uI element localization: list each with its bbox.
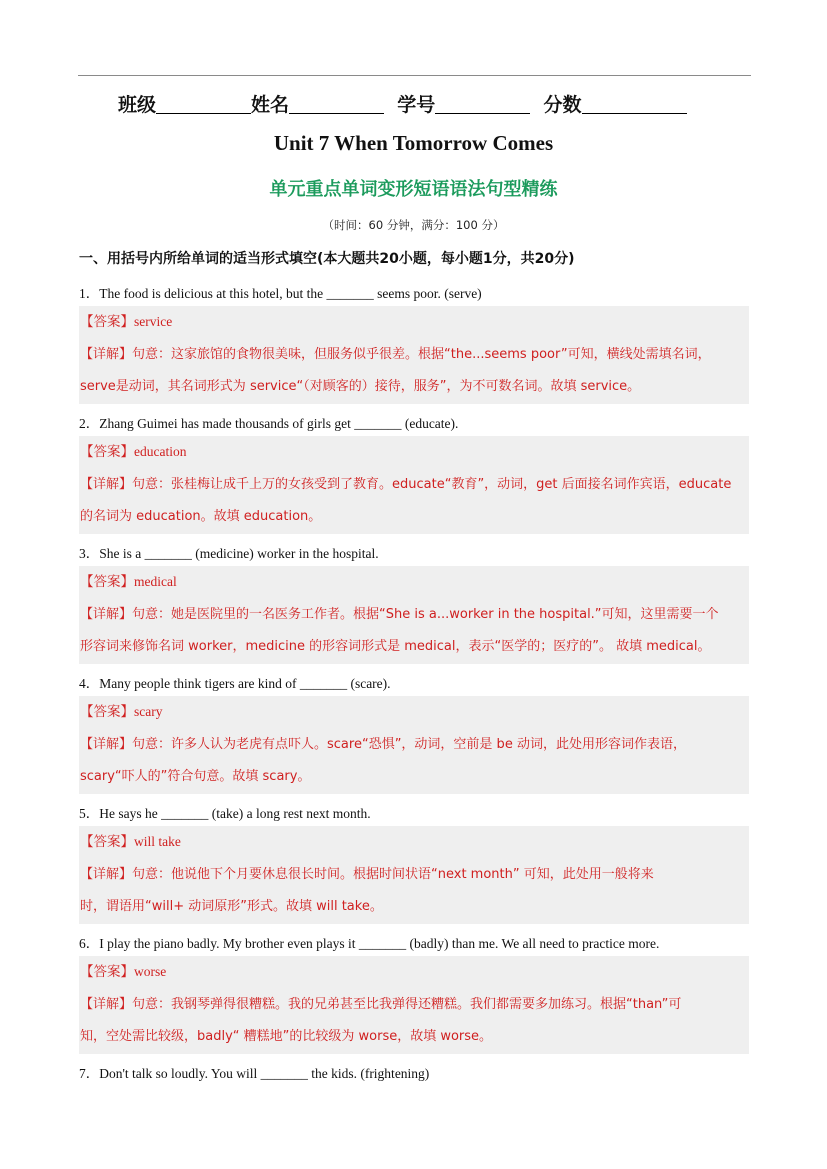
question-3: 3．She is a _______ (medicine) worker in the hospital. (79, 546, 379, 561)
detail-text: 句意：我钢琴弹得很糟糕。我的兄弟甚至比我弹得还糟糕。我们都需要多加练习。根据“than”可 (132, 996, 682, 1012)
answer-value: education (134, 444, 187, 459)
detail-tag: 【详解】 (80, 736, 133, 752)
answer-box-5 (79, 826, 749, 924)
detail-text: 句意：这家旅馆的食物很美味，但服务似乎很差。根据“the...seems poor”可知，横线处需填名词， (132, 346, 711, 362)
detail-tag: 【详解】 (80, 606, 133, 622)
question-5: 5．He says he _______ (take) a long rest next month. (79, 806, 371, 821)
answer-box-4 (79, 696, 749, 794)
answer-value: service (134, 314, 173, 329)
answer-line-2 (79, 436, 749, 469)
detail-tag: 【详解】 (80, 346, 133, 362)
detail-line (79, 371, 749, 404)
question-7: 7．Don't talk so loudly. You will _______ the kids. (frightening) (79, 1066, 430, 1081)
answer-value: medical (134, 574, 177, 589)
detail-line (79, 339, 749, 372)
score-blank[interactable] (582, 112, 687, 114)
page-title: Unit 7 When Tomorrow Comes (273, 131, 554, 155)
answer-value: worse (134, 964, 167, 979)
answer-tag: 【答案】 (80, 964, 134, 980)
student-info-line (118, 90, 718, 117)
answer-line-6 (79, 956, 749, 989)
answer-tag: 【答案】 (80, 444, 134, 460)
detail-tag: 【详解】 (80, 996, 133, 1012)
question-6: 6．I play the piano badly. My brother even plays it _______ (badly) than me. We all need to practice more. (79, 936, 660, 951)
detail-line (79, 891, 749, 924)
question-2: 2．Zhang Guimei has made thousands of girls get _______ (educate). (79, 416, 459, 431)
detail-text: 形容词来修饰名词 worker，medicine 的形容词形式是 medical，表示“医学的；医疗的”。 故填 medical。 (80, 639, 711, 654)
detail-text: 句意：他说他下个月要休息很长时间。根据时间状语“next month” 可知，此处用一般将来 (132, 866, 654, 882)
detail-tag: 【详解】 (80, 476, 133, 492)
detail-line (79, 729, 749, 762)
detail-line (79, 631, 749, 664)
answer-line-4 (79, 696, 749, 729)
detail-text: 知，空处需比较级，badly“ 糟糕地”的比较级为 worse，故填 worse。 (80, 1029, 493, 1044)
time-note: （时间：60 分钟，满分：100 分） (322, 218, 505, 232)
detail-line (79, 469, 749, 502)
class-blank[interactable] (156, 112, 251, 114)
answer-line-1 (79, 306, 749, 339)
answer-tag: 【答案】 (80, 574, 134, 590)
answer-tag: 【答案】 (80, 704, 134, 720)
detail-line (79, 761, 749, 794)
header-rule (78, 75, 751, 76)
answer-line-5 (79, 826, 749, 859)
answer-box-6 (79, 956, 749, 1054)
detail-line (79, 859, 749, 892)
answer-box-1 (79, 306, 749, 404)
id-blank[interactable] (435, 112, 530, 114)
detail-text: scary“吓人的”符合句意。故填 scary。 (80, 769, 311, 784)
section-heading: 一、用括号内所给单词的适当形式填空(本大题共20小题，每小题1分，共20分) (79, 251, 575, 267)
detail-line (79, 599, 749, 632)
answer-box-2 (79, 436, 749, 534)
detail-line (79, 1021, 749, 1054)
detail-tag: 【详解】 (80, 866, 133, 882)
detail-text: serve是动词，其名词形式为 service“（对顾客的）接待，服务”，为不可数名词。故填 service。 (80, 379, 641, 394)
answer-value: scary (134, 704, 163, 719)
name-blank[interactable] (289, 112, 384, 114)
answer-tag: 【答案】 (80, 834, 134, 850)
detail-text: 句意：许多人认为老虎有点吓人。scare“恐惧”，动词，空前是 be 动词，此处用形容词作表语， (132, 736, 686, 752)
detail-line (79, 501, 749, 534)
question-1: 1．The food is delicious at this hotel, but the _______ seems poor. (serve) (79, 286, 482, 301)
score-label: 分数 (543, 94, 582, 116)
detail-text: 的名词为 education。故填 education。 (80, 509, 322, 524)
detail-line (79, 989, 749, 1022)
answer-box-3 (79, 566, 749, 664)
page-subtitle: 单元重点单词变形短语语法句型精练 (269, 179, 558, 200)
detail-text: 句意：她是医院里的一名医务工作者。根据“She is a...worker in the hospital.”可知，这里需要一个 (132, 606, 719, 622)
answer-value: will take (134, 834, 181, 849)
class-label: 班级 (118, 94, 157, 116)
name-label: 姓名 (251, 94, 290, 116)
answer-line-3 (79, 566, 749, 599)
detail-text: 时，谓语用“will+ 动词原形”形式。故填 will take。 (80, 899, 383, 914)
question-4: 4．Many people think tigers are kind of _______ (scare). (79, 676, 391, 691)
answer-tag: 【答案】 (80, 314, 134, 330)
id-label: 学号 (397, 94, 436, 116)
detail-text: 句意：张桂梅让成千上万的女孩受到了教育。educate“教育”，动词，get 后面接名词作宾语，educate (132, 476, 732, 492)
